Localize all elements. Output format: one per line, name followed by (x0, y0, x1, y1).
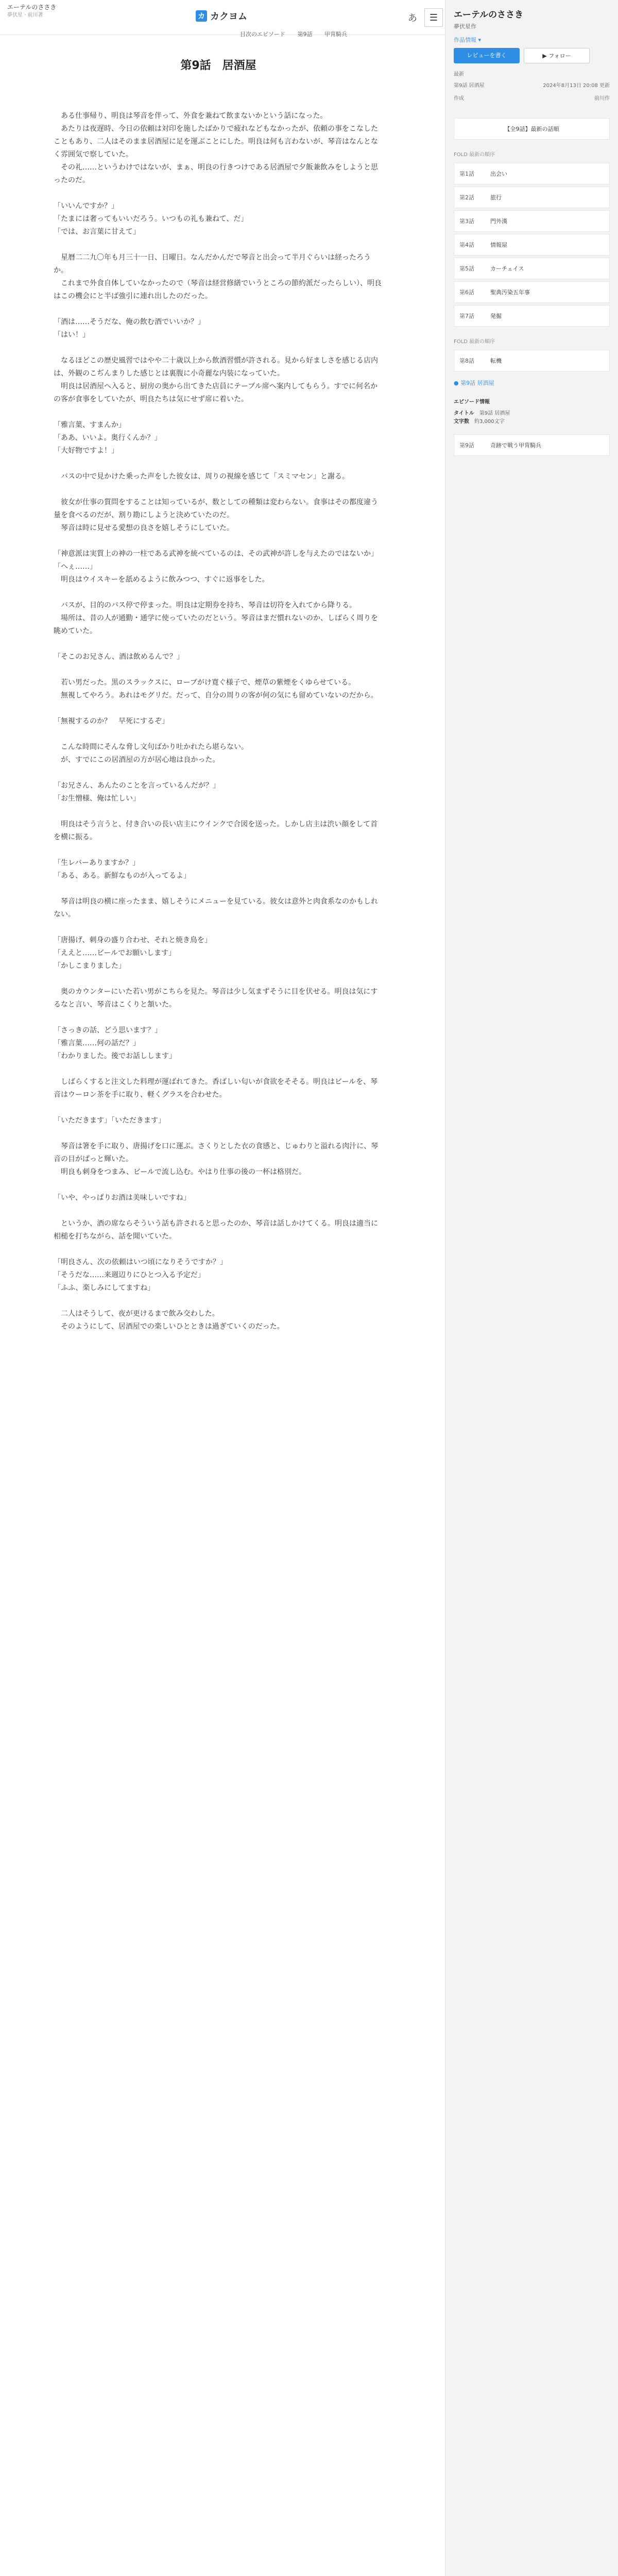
episode-section-label: FOLD 最新の順序 (454, 152, 495, 158)
sidebar-episode-5[interactable]: 第5話 カーチェイス (454, 258, 610, 279)
paragraph: 「神意派は実質上の神の一柱である武神を統べているのは、その武神が許しを与えたのではないか」 「へぇ……」 明良はウイスキーを舐めるように飲みつつ、すぐに返事をした。 (54, 550, 378, 584)
paragraph: 奥のカウンターにいた若い男がこちらを見た。琴音は少し気まずそうに目を伏せる。明良は気にするなと言い、琴音はこくりと頷いた。 (54, 988, 378, 1009)
episode-section-label-2: FOLD 最新の順序 (454, 339, 495, 345)
toc-header-label: 【全9話】最新の話順 (504, 126, 559, 132)
sidebar-episode-6[interactable]: 第6話 聖典汚染五年事 (454, 281, 610, 303)
paragraph: しばらくすると注文した料理が運ばれてきた。香ばしい匂いが食欲をそそる。明良はビールを、琴音はウーロン茶を手に取り、軽くグラスを合わせた。 (54, 1078, 378, 1099)
sidebar-episode-8[interactable]: 第8話 転機 (454, 350, 610, 371)
paragraph: 星暦二二九〇年も月三十一日、日曜日。なんだかんだで琴音と出会って半月ぐらいは経ったろうか。 これまで外食自体していなかったので（琴音は経営修繕でいうところの節約派だったらしい）、明良はこの機会にと半ば強引に連れ出したのだった。 (54, 253, 382, 300)
paragraph: 琴音は明良の横に座ったまま、嬉しそうにメニューを見ている。彼女は意外と肉食系なのかもしれない。 (54, 897, 378, 919)
sidebar (445, 0, 618, 2576)
sidebar-author[interactable]: 夢伏星作 (454, 23, 476, 30)
paragraph: バスの中で見かけた乗った声をした彼女は、周りの視線を感じて「スミマセン」と謝る。 (54, 472, 349, 481)
episode-body (54, 57, 383, 1346)
sidebar-episode-4[interactable]: 第4話 情報屋 (454, 234, 610, 256)
site-logo[interactable] (196, 9, 247, 23)
paragraph: 「唐揚げ、刺身の盛り合わせ、それと焼き鳥を」 「ええと……ビールでお願いします」 「かしこまりました」 (54, 936, 212, 970)
paragraph: というか、酒の席ならそういう話も許されると思ったのか、琴音は話しかけてくる。明良は適当に相槌を打ちながら、話を聞いていた。 (54, 1219, 378, 1241)
breadcrumb-item-chapter[interactable]: 甲冑騎兵 (324, 31, 347, 38)
menu-icon[interactable]: ☰ (424, 8, 443, 27)
paragraph: 二人はそうして、夜が更けるまで飲み交わした。 そのようにして、居酒屋での楽しいひとときは過ぎていくのだった。 (60, 1310, 284, 1331)
author-line: 夢伏星 · 前川著 (7, 12, 43, 18)
episode-info-title: エピソード情報 (454, 399, 490, 405)
paragraph: 琴音は箸を手に取り、唐揚げを口に運ぶ。さくりとした衣の食感と、じゅわりと溢れる肉汁に、琴音の目がぱっと輝いた。 明良も刺身をつまみ、ビールで流し込む。やはり仕事の後の一杯は格別だ。 (54, 1142, 379, 1176)
sidebar-meta2-value: 前川作 (594, 96, 610, 101)
paragraph: 「無視するのか？ 早死にするぞ」 (54, 717, 169, 725)
paragraph: 「いただきます」「いただきます」 (54, 1116, 165, 1125)
current-episode-indicator[interactable]: ● 第9話 居酒屋 (454, 380, 494, 386)
work-title-block[interactable] (7, 3, 56, 20)
paragraph: 「お兄さん、あんたのことを言っているんだが？」 「お生憎様、俺は忙しい」 (54, 782, 220, 803)
work-title[interactable]: エーテルのささき (7, 4, 57, 11)
episode-info: エピソード情報 タイトル 第9話 居酒屋 文字数 約3,000文字 (445, 392, 618, 432)
paragraph: なるほどこの歴史風習ではやや二十歳以上から飲酒習慣が許される。見から好ましさを感じる店内は、外観のこぢんまりした感じとは裏腹に小奇麗な内装になっていた。 明良は居酒屋へ入ると、厨房の奥から出てきた店員にテーブル席へ案内してもらう。すでに何名かの客が食事をしていたが、明良たちは気にせず席に着いた。 (54, 357, 378, 403)
sidebar-meta-updated: 2024年8月13日 20:08 更新 (543, 83, 610, 89)
logo-text: カクヨム (210, 11, 247, 22)
breadcrumb-item-toc[interactable]: 目次のエピソード (240, 31, 285, 38)
breadcrumb-item-episode[interactable]: 第9話 (297, 31, 313, 38)
sidebar-episode-1[interactable]: 第1話 出会い (454, 163, 610, 184)
paragraph: 「雅言葉、すまんか」 「ああ、いいよ。奥行くんか？」 「大好物ですよ！」 (54, 421, 162, 455)
sidebar-work-title[interactable]: エーテルのささき (454, 10, 524, 20)
sidebar-meta-latest[interactable]: 第9話 居酒屋 (454, 83, 485, 89)
episode-title: 第9話 居酒屋 (180, 59, 256, 72)
paragraph: 「そこのお兄さん、酒は飲めるんで？」 (54, 653, 184, 661)
paragraph: ある仕事帰り、明良は琴音を伴って、外食を兼ねて飲まないかという話になった。 あたりは夜遅時、今日の依頼は対印を施したばかりで疲れなどもなかったが、依頼の事をこなしたこともあり、二人はそのまま居酒屋に足を運ぶことにした。明良は何も言わないが、琴音はなんとなく雰囲気で察していた。 その礼……というわけではないが、まぁ、明良の行きつけである居酒屋で夕飯兼飲みをしようと思ったのだ。 (54, 112, 378, 184)
paragraph: 「明良さん、次の依頼はいつ頃になりそうですか？」 「そうだな……来週辺りにひとつ入る予定だ」 「ふふ、楽しみにしてますね」 (54, 1258, 227, 1292)
sidebar-meta2-label: 作成 (454, 96, 464, 101)
paragraph: 明良はそう言うと、付き合いの長い店主にウインクで合図を送った。しかし店主は渋い顔をして首を横に振る。 (54, 820, 378, 841)
sidebar-episode-3[interactable]: 第3話 門外漢 (454, 210, 610, 232)
toc-header[interactable] (454, 118, 610, 140)
paragraph: 「いいんですか？」 「たまには奢ってもいいだろう。いつもの礼も兼ねて、だ」 「では、お言葉に甘えて」 (54, 202, 248, 236)
episode-text (54, 110, 383, 1333)
paragraph: 若い男だった。黒のスラックスに、ローブがけ寛ぐ様子で、煙草の紫煙をくゆらせている。 無視してやろう。あれはモグリだ。だって、自分の周りの客が何の気にも留めていないのだから。 (60, 679, 378, 700)
sidebar-episode-2[interactable]: 第2話 旅行 (454, 187, 610, 208)
paragraph: 彼女が仕事の質問をすることは知っているが、数としての種類は変わらない。食事はその都度違う量を食べるのだが、割り勘にしようと決めていたのだ。 琴音は時に見せる愛想の良さを嬉しそうにしていた。 (54, 498, 378, 532)
next-episode-link[interactable]: 第9話 奇跡で戦う甲冑騎兵 (454, 434, 610, 456)
paragraph: 「酒は……そうだな、俺の飲む酒でいいか？」 「はい！」 (54, 318, 205, 339)
paragraph: 「さっきの話、どう思います？」 「雅言葉……何の話だ？」 「わかりました。後でお話しします」 (54, 1026, 176, 1060)
paragraph: こんな時間にそんな脅し文句ばかり吐かれたら堪らない。 が、すでにこの居酒屋の方が居心地は良かった。 (60, 743, 248, 764)
sidebar-episode-7[interactable]: 第7話 発掘 (454, 305, 610, 327)
header-icons (408, 8, 443, 27)
sidebar-meta-head: 最新 (454, 72, 464, 77)
work-info-toggle[interactable]: 作品情報 ▾ (454, 37, 482, 43)
font-size-icon[interactable]: あ (408, 13, 417, 24)
paragraph: 「生レバーありますか？」 「ある、ある。新鮮なものが入ってるよ」 (54, 859, 191, 880)
write-review-button[interactable]: レビューを書く (454, 48, 520, 63)
logo-mark-icon: カ (196, 10, 207, 22)
paragraph: 「いや、やっぱりお酒は美味しいですね」 (54, 1194, 191, 1202)
breadcrumb (149, 30, 438, 38)
paragraph: バスが、目的のバス停で停まった。明良は定期券を持ち、琴音は切符を入れてから降りる。 場所は、昔の人が通勤・通学に使っていたのだという。琴音はまだ慣れないのか、しばらく周りを眺めていた。 (54, 601, 378, 635)
follow-button[interactable]: ▶ フォロー (524, 48, 590, 63)
